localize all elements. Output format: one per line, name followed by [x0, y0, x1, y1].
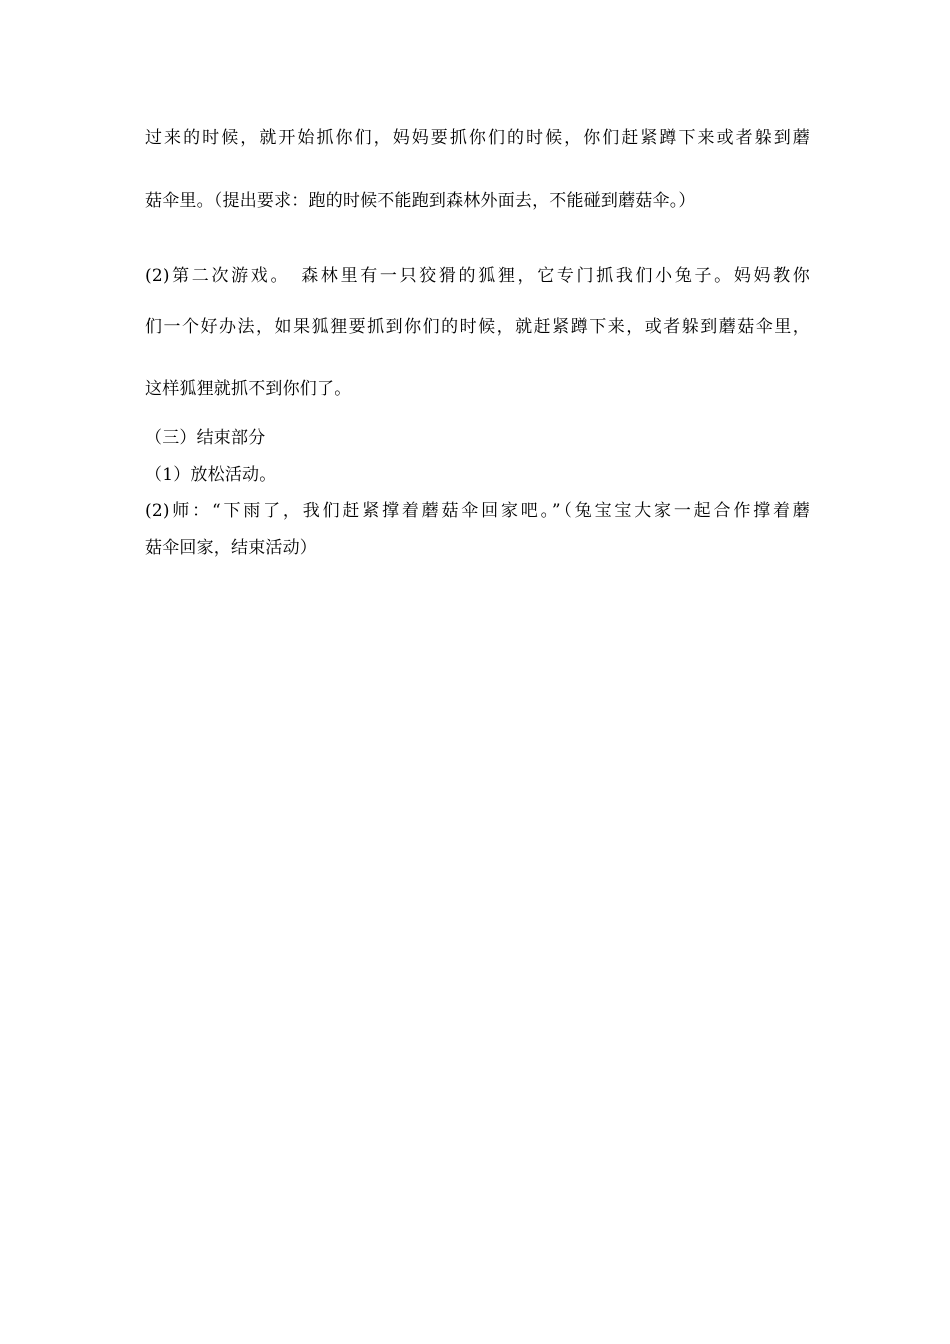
paragraph-line-4: 们一个好办法，如果狐狸要抓到你们的时候，就赶紧蹲下来，或者躲到蘑菇伞里，: [145, 317, 810, 337]
paragraph-line-5: 这样狐狸就抓不到你们了。: [145, 379, 352, 399]
paragraph-line-2: 菇伞里。（提出要求：跑的时候不能跑到森林外面去，不能碰到蘑菇伞。）: [145, 191, 696, 211]
list-item-1: （1）放松活动。: [145, 465, 277, 485]
list-item-2-line-1: (2)师：“下雨了，我们赶紧撑着蘑菇伞回家吧。”（兔宝宝大家一起合作撑着蘑: [145, 501, 810, 521]
section-heading: （三）结束部分: [145, 428, 266, 448]
paragraph-line-1: 过来的时候，就开始抓你们，妈妈要抓你们的时候，你们赶紧蹲下来或者躲到蘑: [145, 128, 810, 148]
list-item-2-line-2: 菇伞回家，结束活动）: [145, 538, 317, 558]
paragraph-line-3: (2)第二次游戏。 森林里有一只狡猾的狐狸，它专门抓我们小兔子。妈妈教你: [145, 266, 810, 286]
